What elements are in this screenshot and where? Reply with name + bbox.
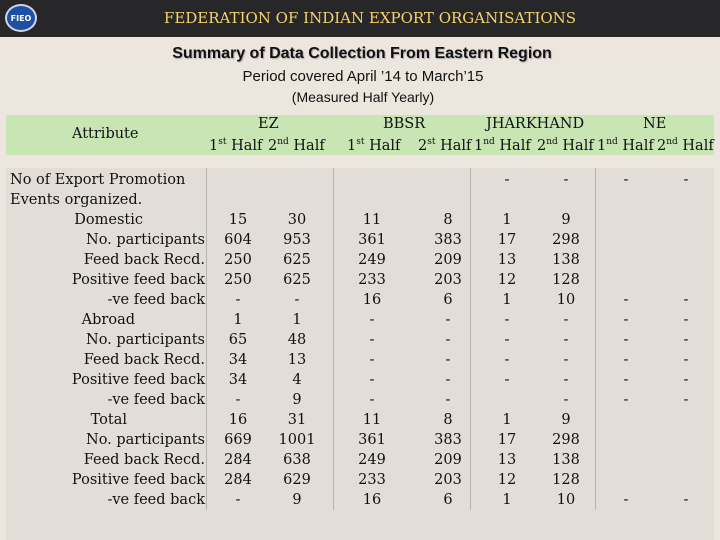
row-label: -ve feed back (107, 492, 205, 508)
row-label: -ve feed back (107, 292, 205, 308)
cell-jharkhand-1st: 17 (497, 232, 517, 248)
cell-ez-1st: - (235, 392, 241, 408)
subheader-ne-1st-half: 1nd Half (597, 137, 654, 154)
cell-ez-2nd: 629 (283, 472, 311, 488)
cell-bbsr-1st: 11 (362, 212, 382, 228)
row-label: Positive feed back (71, 272, 205, 288)
row-label: Domestic (74, 212, 143, 228)
cell-jharkhand-1st: 13 (497, 252, 517, 268)
cell-ez-1st: - (235, 492, 241, 508)
cell-ez-1st: 1 (233, 312, 243, 328)
cell-bbsr-2nd: 203 (434, 272, 462, 288)
cell-bbsr-2nd: 8 (443, 412, 453, 428)
cell-jharkhand-2nd: 128 (552, 272, 580, 288)
cell-ez-2nd: 13 (287, 352, 307, 368)
group-header-ne: NE (643, 116, 667, 132)
column-divider (206, 168, 207, 510)
subheader-bbsr-2nd-half: 2st Half (418, 137, 472, 154)
cell-bbsr-1st: 233 (358, 272, 386, 288)
cell-ne-1st: - (623, 352, 629, 368)
cell-jharkhand-2nd: 128 (552, 472, 580, 488)
column-divider (595, 168, 596, 510)
cell-ne-1st: - (623, 372, 629, 388)
cell-jharkhand-1st: - (504, 312, 510, 328)
cell-jharkhand-1st: 12 (497, 272, 517, 288)
cell-ez-1st: 16 (228, 412, 248, 428)
row-label: Events organized. (10, 192, 143, 208)
cell-bbsr-2nd: 8 (443, 212, 453, 228)
cell-ez-2nd: - (294, 292, 300, 308)
cell-bbsr-2nd: 383 (434, 432, 462, 448)
cell-bbsr-1st: - (369, 332, 375, 348)
cell-ez-2nd: 4 (292, 372, 302, 388)
subheader-ne-2nd-half: 2nd Half (657, 137, 714, 154)
row-label: -ve feed back (107, 392, 205, 408)
cell-ne-2nd: - (683, 352, 689, 368)
cell-ez-2nd: 638 (283, 452, 311, 468)
period-subtitle: Period covered April ’14 to March’15 (242, 68, 484, 85)
cell-ez-2nd: 9 (292, 392, 302, 408)
page-title: Summary of Data Collection From Eastern Region (172, 45, 552, 62)
group-header-bbsr: BBSR (383, 116, 426, 132)
cell-ez-1st: 669 (224, 432, 252, 448)
cell-jharkhand-2nd: 9 (561, 412, 571, 428)
cell-jharkhand-2nd: - (563, 352, 569, 368)
group-header-jharkhand: JHARKHAND (486, 116, 585, 132)
column-divider (333, 168, 334, 510)
cell-ne-1st: - (623, 312, 629, 328)
measure-subtitle: (Measured Half Yearly) (291, 89, 435, 105)
cell-ez-2nd: 48 (287, 332, 307, 348)
row-label: No. participants (86, 432, 205, 448)
subheader-ez-2nd-half: 2nd Half (268, 137, 325, 154)
cell-jharkhand-2nd: 298 (552, 432, 580, 448)
cell-bbsr-1st: - (369, 312, 375, 328)
cell-jharkhand-2nd: 138 (552, 252, 580, 268)
cell-ez-1st: 284 (224, 472, 252, 488)
row-label: Total (90, 412, 127, 428)
cell-ez-2nd: 1001 (278, 432, 316, 448)
group-header-ez: EZ (258, 116, 279, 132)
cell-bbsr-1st: 249 (358, 452, 386, 468)
cell-ne-1st: - (623, 392, 629, 408)
cell-bbsr-1st: 16 (362, 492, 382, 508)
cell-ez-1st: 250 (224, 252, 252, 268)
cell-ne-1st: - (623, 172, 629, 188)
cell-jharkhand-1st: 1 (502, 292, 512, 308)
cell-bbsr-2nd: - (445, 372, 451, 388)
cell-ez-1st: 604 (224, 232, 252, 248)
cell-ez-1st: 284 (224, 452, 252, 468)
cell-bbsr-1st: - (369, 392, 375, 408)
attribute-header: Attribute (72, 126, 139, 142)
cell-ez-1st: 65 (228, 332, 248, 348)
cell-jharkhand-1st: 1 (502, 212, 512, 228)
cell-bbsr-2nd: 209 (434, 252, 462, 268)
row-label: Abroad (81, 312, 135, 328)
cell-jharkhand-1st: - (504, 332, 510, 348)
cell-ez-1st: 250 (224, 272, 252, 288)
cell-jharkhand-2nd: - (563, 312, 569, 328)
cell-ne-2nd: - (683, 292, 689, 308)
cell-jharkhand-2nd: 10 (556, 492, 576, 508)
cell-ez-2nd: 9 (292, 492, 302, 508)
cell-jharkhand-1st: - (504, 372, 510, 388)
row-label: No of Export Promotion (10, 172, 186, 188)
cell-ne-2nd: - (683, 172, 689, 188)
cell-bbsr-2nd: 203 (434, 472, 462, 488)
cell-bbsr-2nd: 6 (443, 492, 453, 508)
subheader-bbsr-1st-half: 1st Half (347, 137, 401, 154)
cell-jharkhand-2nd: 9 (561, 212, 571, 228)
cell-ez-2nd: 625 (283, 252, 311, 268)
row-label: Positive feed back (71, 472, 205, 488)
cell-jharkhand-2nd: 298 (552, 232, 580, 248)
cell-bbsr-2nd: 209 (434, 452, 462, 468)
cell-jharkhand-2nd: 10 (556, 292, 576, 308)
cell-bbsr-2nd: 383 (434, 232, 462, 248)
cell-jharkhand-1st: 17 (497, 432, 517, 448)
cell-jharkhand-2nd: - (563, 372, 569, 388)
cell-bbsr-2nd: - (445, 332, 451, 348)
cell-jharkhand-1st: - (504, 352, 510, 368)
cell-bbsr-2nd: - (445, 352, 451, 368)
cell-ne-2nd: - (683, 492, 689, 508)
cell-ez-2nd: 30 (287, 212, 307, 228)
cell-ez-1st: 34 (228, 352, 248, 368)
row-label: No. participants (86, 332, 205, 348)
cell-ez-2nd: 953 (283, 232, 311, 248)
cell-ne-1st: - (623, 492, 629, 508)
row-label: No. participants (86, 232, 205, 248)
organisation-name: FEDERATION OF INDIAN EXPORT ORGANISATIONS (163, 9, 577, 27)
cell-bbsr-2nd: 6 (443, 292, 453, 308)
cell-ez-1st: 34 (228, 372, 248, 388)
logo-text: FIEO (10, 13, 32, 23)
cell-bbsr-1st: - (369, 372, 375, 388)
cell-ne-1st: - (623, 332, 629, 348)
cell-bbsr-1st: 16 (362, 292, 382, 308)
cell-jharkhand-1st: 1 (502, 412, 512, 428)
cell-ne-2nd: - (683, 312, 689, 328)
cell-bbsr-1st: 233 (358, 472, 386, 488)
row-label: Feed back Recd. (83, 252, 205, 268)
cell-jharkhand-2nd: - (563, 392, 569, 408)
cell-bbsr-1st: 361 (358, 232, 386, 248)
cell-jharkhand-2nd: - (563, 172, 569, 188)
cell-bbsr-1st: - (369, 352, 375, 368)
cell-ez-1st: 15 (228, 212, 248, 228)
cell-ne-1st: - (623, 292, 629, 308)
row-label: Positive feed back (71, 372, 205, 388)
cell-jharkhand-2nd: 138 (552, 452, 580, 468)
subheader-jharkhand-1st-half: 1nd Half (474, 137, 531, 154)
cell-bbsr-1st: 361 (358, 432, 386, 448)
cell-jharkhand-1st: - (504, 172, 510, 188)
cell-jharkhand-1st: 12 (497, 472, 517, 488)
cell-ne-2nd: - (683, 372, 689, 388)
cell-ez-2nd: 1 (292, 312, 302, 328)
cell-ez-2nd: 31 (287, 412, 307, 428)
cell-ne-2nd: - (683, 332, 689, 348)
subheader-jharkhand-2nd-half: 2nd Half (537, 137, 594, 154)
cell-bbsr-2nd: - (445, 392, 451, 408)
cell-bbsr-1st: 11 (362, 412, 382, 428)
cell-bbsr-2nd: - (445, 312, 451, 328)
row-label: Feed back Recd. (83, 352, 205, 368)
cell-ne-2nd: - (683, 392, 689, 408)
cell-bbsr-1st: 249 (358, 252, 386, 268)
cell-jharkhand-1st: 1 (502, 492, 512, 508)
cell-ez-1st: - (235, 292, 241, 308)
cell-jharkhand-1st: 13 (497, 452, 517, 468)
cell-jharkhand-2nd: - (563, 332, 569, 348)
row-label: Feed back Recd. (83, 452, 205, 468)
subheader-ez-1st-half: 1st Half (209, 137, 263, 154)
cell-ez-2nd: 625 (283, 272, 311, 288)
